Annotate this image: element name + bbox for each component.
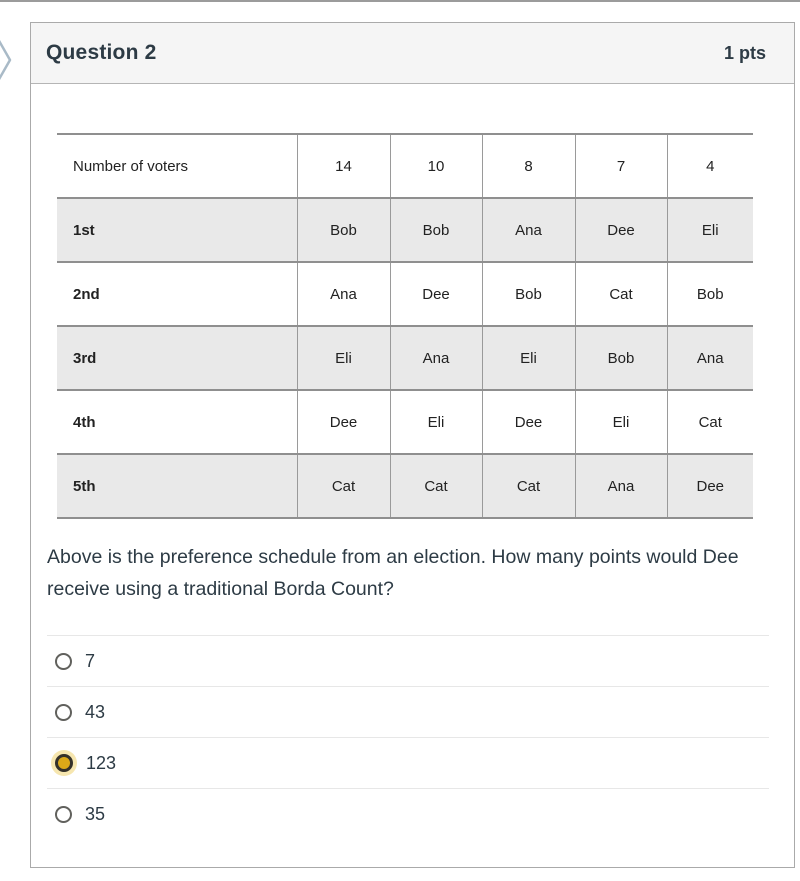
table-cell: Eli — [575, 390, 667, 454]
table-cell: Ana — [696, 349, 724, 367]
table-cell: Dee — [482, 390, 575, 454]
table-row-label: 3rd — [57, 326, 297, 390]
answer-option[interactable] — [47, 788, 769, 839]
table-cell: Ana — [390, 326, 482, 390]
table-cell: Eli — [297, 326, 390, 390]
question-body — [31, 84, 794, 839]
table-cell: Bob — [696, 285, 724, 303]
table-cell: Bob — [297, 198, 390, 262]
table-row — [57, 326, 753, 390]
answer-option-label: 7 — [85, 650, 96, 671]
table-cell: Eli — [701, 221, 719, 239]
answer-option[interactable] — [47, 686, 769, 737]
table-cell: Cat — [390, 454, 482, 518]
answer-option-label: 35 — [85, 803, 106, 824]
table-row-label: Number of voters — [57, 134, 297, 198]
table-row-label: 4th — [57, 390, 297, 454]
answer-option[interactable] — [47, 635, 769, 686]
table-cell: Bob — [390, 198, 482, 262]
question-title: Question 2 — [46, 41, 157, 64]
table-cell: 10 — [390, 134, 482, 198]
table-cell: 14 — [297, 134, 390, 198]
table-row — [57, 198, 753, 262]
table-row — [57, 262, 753, 326]
table-cell: Ana — [297, 262, 390, 326]
table-cell: Dee — [390, 262, 482, 326]
question-prompt: Above is the preference schedule from an election. How many points would Dee receive using a traditional Borda Count? — [47, 546, 739, 600]
table-row-label: 5th — [57, 454, 297, 518]
table-row — [57, 134, 753, 198]
table-cell: Cat — [482, 454, 575, 518]
question-drag-handle-chevron-icon[interactable] — [0, 36, 15, 84]
table-cell: Dee — [297, 390, 390, 454]
table-cell: Ana — [482, 198, 575, 262]
table-cell: Ana — [575, 454, 667, 518]
table-cell: Cat — [698, 413, 722, 431]
radio-button-icon[interactable] — [55, 704, 72, 721]
answer-option[interactable] — [47, 737, 769, 788]
preference-schedule-table — [57, 133, 753, 519]
table-cell: Dee — [575, 198, 667, 262]
table-cell: Cat — [575, 262, 667, 326]
table-cell: Dee — [696, 477, 725, 495]
top-divider — [0, 0, 800, 2]
table-cell: Eli — [482, 326, 575, 390]
radio-button-icon[interactable] — [55, 754, 73, 772]
answer-option-label: 43 — [85, 701, 106, 722]
answer-options — [47, 635, 769, 839]
table-row-label: 2nd — [57, 262, 297, 326]
question-header — [31, 23, 794, 84]
radio-button-icon[interactable] — [55, 806, 72, 823]
table-row — [57, 390, 753, 454]
question-card — [30, 22, 795, 868]
table-cell: Eli — [390, 390, 482, 454]
radio-button-icon[interactable] — [55, 653, 72, 670]
table-cell: 8 — [482, 134, 575, 198]
table-cell: Bob — [482, 262, 575, 326]
table-cell: Cat — [297, 454, 390, 518]
table-cell: 4 — [706, 157, 715, 175]
table-cell: Bob — [575, 326, 667, 390]
table-row — [57, 454, 753, 518]
question-points: 1 pts — [723, 42, 766, 63]
answer-option-label: 123 — [86, 752, 117, 773]
table-cell: 7 — [575, 134, 667, 198]
table-row-label: 1st — [57, 198, 297, 262]
